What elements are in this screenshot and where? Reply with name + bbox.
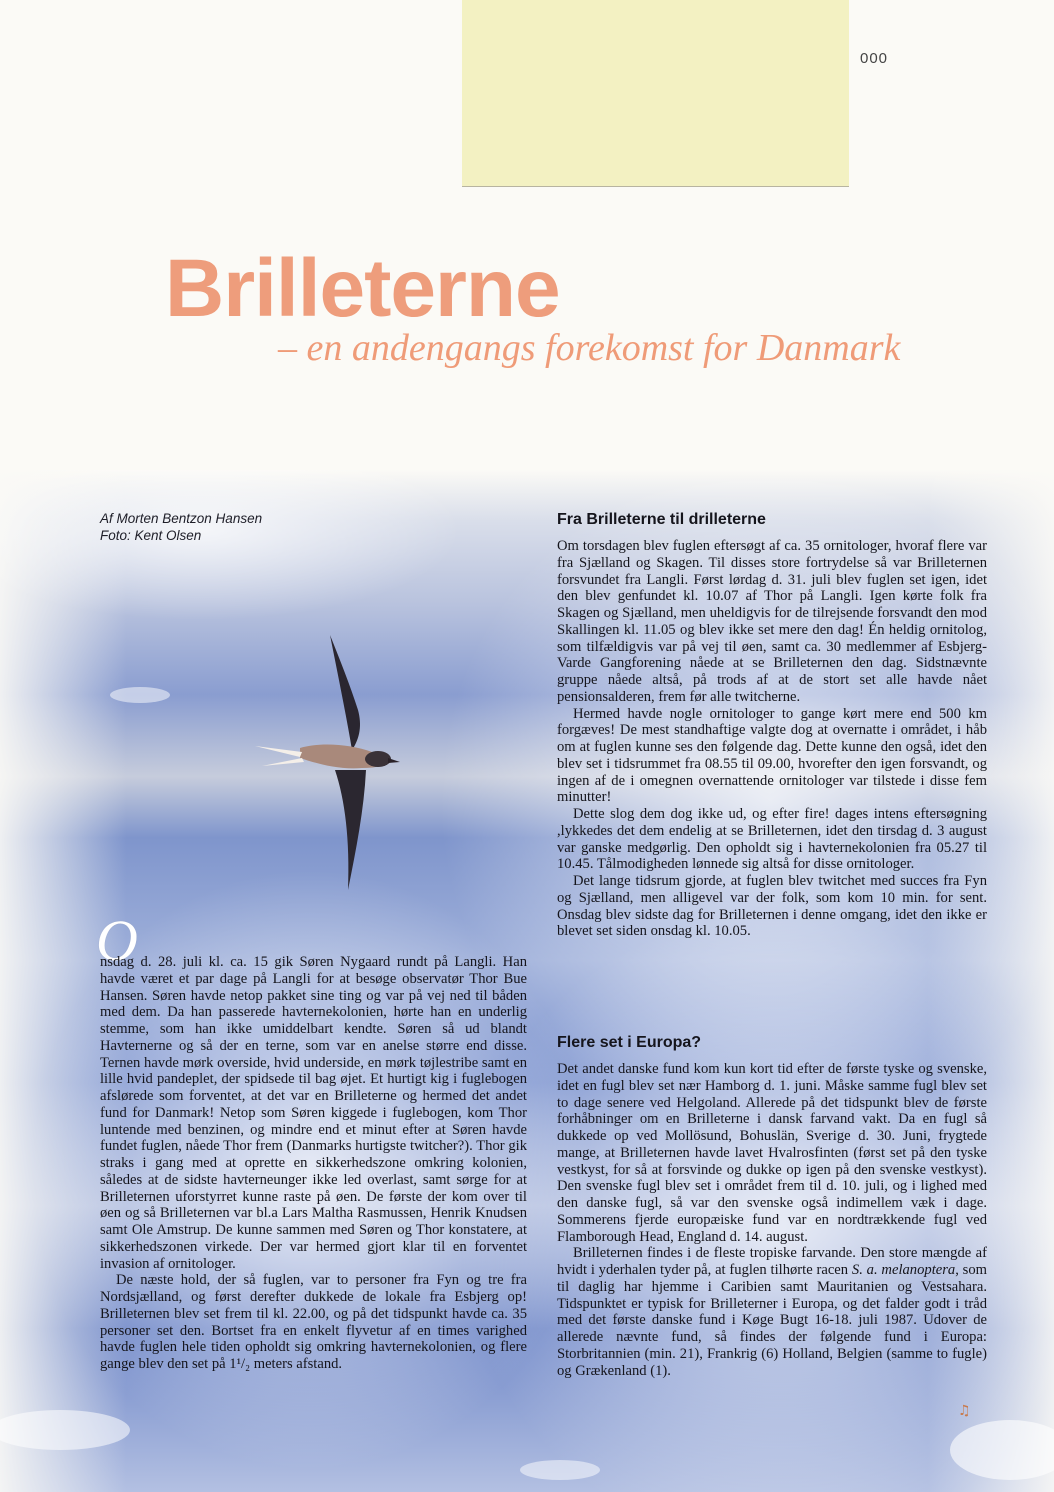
article-title: Brilleterne — [165, 243, 560, 334]
left-column — [100, 954, 527, 1373]
right-column-section-1 — [557, 538, 987, 940]
author-credit: Af Morten Bentzon Hansen — [100, 511, 263, 526]
paragraph: Om torsdagen blev fuglen eftersøgt af ca. 35 ornitologer, hvoraf flere var fra Sjælland og Skagen. Til disses store fortrydelse så var Brilleternen forsvundet fra Langli. Først lørdag d. 31. juli blev fuglen set igen, idet den blev genfundet kl. 10.07 af Thor på Langli. Igen kørte folk fra Skagen og Sjælland, men uheldigvis for de tilrejsende forsvandt den mod Skallingen kl. 11.05 og blev ikke set mere den dag! Én heldig ornitolog, som tilfældigvis var på vej til øen, samt ca. 30 medlemmer af Esbjerg- Varde Gangforening nåede at se Brilleternen den dag. Sidstnævnte gruppe nåede altså, på trods af at de stort set alle havde nået pensionsalderen, frem før alle twitcherne. — [557, 538, 987, 705]
paragraph — [557, 1245, 987, 1379]
subspecies-name: S. a. melanoptera — [851, 1262, 956, 1278]
photo-credit: Foto: Kent Olsen — [100, 528, 202, 543]
paragraph: Det andet danske fund kom kun kort tid efter de første tyske og svenske, idet en fugl blev set nær Hamborg d. 1. juni. Måske samme fugl blev set to dage senere ved Helgoland. Allerede på det tidspunkt blev de første forhåbninger om en Brilleterne i dansk farvand vakt. Da en fugl så dukkede op ved Mollösund, Bohuslän, Sverige d. 30. Juni, frygtede mange, at Brilleternen havde lavet Hvalrosfinten (først set på den tyske vestkyst, for så at forsvinde og dukke op igen på den svenske vestkyst). Den svenske fugl blev set i området frem til d. 10. juli, og i lighed med den danske fugl, så var den svenske også indimellem væk i dage. Sommerens fjerde europæiske fund var en nordtrækkende fugl ved Flamborough Head, England d. 14. august. — [557, 1061, 987, 1245]
section-heading: Flere set i Europa? — [557, 1034, 702, 1051]
page-number: 000 — [860, 50, 889, 67]
byline — [100, 510, 262, 544]
article-subtitle: – en andengangs forekomst for Danmark — [278, 327, 901, 369]
paragraph: De næste hold, der så fuglen, var to personer fra Fyn og tre fra Nordsjælland, og først derefter dukkede de lokale fra Esbjerg op! Brilleternen blev set frem til kl. 22.00, og på det tidspunkt havde ca. 35 personer set den. Bortset fra en enkelt flyvetur af en times varighed havde fuglen hele tiden opholdt sig omkring havternekolonien, og flere gange blev den set på 1¹/₂ meters afstand. — [100, 1272, 527, 1372]
paragraph: nsdag d. 28. juli kl. ca. 15 gik Søren Nygaard rundt på Langli. Han havde været et par dage på Langli for at besøge observatør Thor Bue Hansen. Søren havde netop pakket sine ting og var på vej ned til båden med dem. Da han passerede havternekolonien, hørte han en underlig stemme, som han ikke umiddelbart kendte. Søren så ud blandt Havternerne og så der en terne, som var en anelse større end disse. Ternen havde mørk overside, hvid underside, en mørk tøjlestribe samt en lille hvid pandeplet, der spidsede til bag øjet. Et hurtigt kig i fuglebogen afslørede som forventet, at det var en Brilleterne og hermed det andet fund for Danmark! Netop som Søren kiggede i fuglebogen, kom Thor luntende med benzinen, og mindre end et minut efter at Søren havde fundet fuglen, nåede Thor frem (Danmarks hurtigste twitcher?). Thor gik straks i gang med at oprette en sikkerhedszone omkring kolonien, således at de sidste havterneunger ikke led overlast, samt sørge for at Brilleternen uforstyrret kunne raste på øen. De første der kom over til øen og så Brilleternen var bl.a Lars Maltha Rasmussen, Henrik Knudsen samt Ole Amstrup. De kunne sammen med Søren og Thor konstatere, at sikkerhedszonen virkede. Der var hermed gjort klar til en forventet invasion af ornitologer. — [100, 954, 527, 1272]
paragraph: Hermed havde nogle ornitologer to gange kørt mere end 500 km forgæves! De mest standhaftige valgte dog at overnatte i området, i håb om at fuglen kunne ses den følgende dag. Dette kunne den også, idet den blev set i tidsrummet fra 08.55 til 09.00, hvorefter den igen forsvandt, og ingen af de i omegnen overnattende ornitologer var tilstede i disse fem minutter! — [557, 705, 987, 806]
paragraph: Dette slog dem dog ikke ud, og efter fire! dages intens eftersøgning ,lykkedes det dem endelig at se Brilleternen, idet den tirsdag d. 3 august var ganske medgørlig. Den opholdt sig i havternekolonien fra 05.27 til 10.45. Tålmodigheden lønnede sig altså for disse ornitologer. — [557, 806, 987, 873]
paragraph-text: Brilleternen findes i de fleste tropiske farvande. Den store mængde af hvidt i yderhalen tyder på, at fuglen tilhørte racen — [557, 1245, 987, 1278]
right-column-section-2 — [557, 1061, 987, 1379]
sticky-note — [462, 0, 849, 187]
paragraph: Det lange tidsrum gjorde, at fuglen blev twitchet med succes fra Fyn og Sjælland, men alligevel var der folk, som kom 10 min. for sent. Onsdag blev sidste dag for Brilleternen i denne omgang, idet den ikke er blevet set siden onsdag kl. 10.05. — [557, 873, 987, 940]
section-heading: Fra Brilleterne til drilleterne — [557, 511, 766, 528]
end-mark-icon: ♫ — [958, 1403, 971, 1419]
paragraph-text: , som til daglig har hjemme i Caribien samt Mauritanien og Vestsahara. Tidspunktet er typisk for Brilleterner i Europa, og det falder godt i tråd med det første danske fund i Køge Bugt 16-18. juli 1987. Udover de allerede nævnte fund, så findes der følgende fund i Europa: Storbritannien (min. 21), Frankrig (6) Holland, Belgien (samme to fugle) og Grækenland (1). — [557, 1262, 987, 1379]
drop-cap: O — [96, 908, 138, 973]
